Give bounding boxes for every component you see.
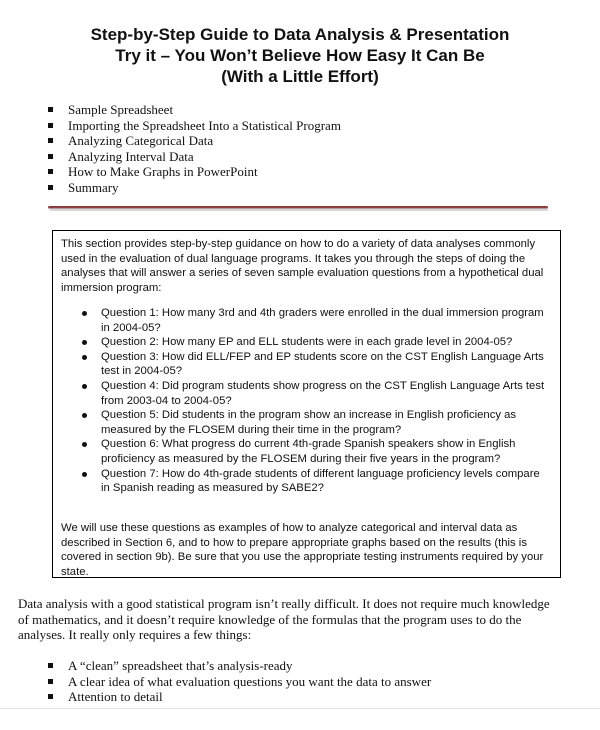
square-bullet-icon: [48, 154, 53, 159]
overview-box: [52, 230, 561, 578]
question-item: Question 7: How do 4th-grade students of different language proficiency levels compare in Spanish reading as measured by SABE2?: [79, 467, 549, 496]
contents-item: Importing the Spreadsheet Into a Statistical Program: [46, 118, 341, 134]
requirement-item: Attention to detail: [46, 689, 431, 705]
round-bullet-icon: [82, 340, 87, 345]
requirements-list: [46, 658, 431, 705]
question-item: Question 3: How did ELL/FEP and EP students score on the CST English Language Arts test in 2004-05?: [79, 350, 549, 379]
round-bullet-icon: [82, 355, 87, 360]
contents-item: How to Make Graphs in PowerPoint: [46, 164, 341, 180]
contents-item: Analyzing Interval Data: [46, 149, 341, 165]
body-paragraph: Data analysis with a good statistical program isn’t really difficult. It does not require much knowledge of mathematics, and it doesn’t require knowledge of the formulas that the program uses to do the analyses. It really only requires a few things:: [18, 596, 550, 643]
square-bullet-icon: [48, 185, 53, 190]
question-item: Question 1: How many 3rd and 4th graders were enrolled in the dual immersion program in 2004-05?: [79, 306, 549, 335]
requirement-item: A “clean” spreadsheet that’s analysis-ready: [46, 658, 431, 674]
contents-item: Analyzing Categorical Data: [46, 133, 341, 149]
square-bullet-icon: [48, 694, 53, 699]
square-bullet-icon: [48, 169, 53, 174]
round-bullet-icon: [82, 413, 87, 418]
square-bullet-icon: [48, 123, 53, 128]
question-item: Question 2: How many EP and ELL students were in each grade level in 2004-05?: [79, 335, 549, 350]
square-bullet-icon: [48, 663, 53, 668]
question-item: Question 4: Did program students show progress on the CST English Language Arts test from 2003-04 to 2004-05?: [79, 379, 549, 408]
questions-list: [79, 306, 549, 496]
square-bullet-icon: [48, 138, 53, 143]
title-line-3: (With a Little Effort): [221, 67, 379, 86]
requirement-item: A clear idea of what evaluation questions you want the data to answer: [46, 674, 431, 690]
round-bullet-icon: [82, 311, 87, 316]
round-bullet-icon: [82, 472, 87, 477]
round-bullet-icon: [82, 384, 87, 389]
question-item: Question 6: What progress do current 4th-grade Spanish speakers show in English proficiency as measured by the FLOSEM during their five years in the program?: [79, 437, 549, 466]
section-divider-shadow: [50, 209, 548, 211]
title-line-1: Step-by-Step Guide to Data Analysis & Presentation: [90, 25, 510, 44]
question-item: Question 5: Did students in the program show an increase in English proficiency as measured by the FLOSEM during their time in the program?: [79, 408, 549, 437]
round-bullet-icon: [82, 442, 87, 447]
contents-item: Sample Spreadsheet: [46, 102, 341, 118]
overview-outro: We will use these questions as examples of how to analyze categorical and interval data as described in Section 6, and to how to prepare appropriate graphs based on the results (this is covered in section 9b). Be sure that you use the appropriate testing instruments required by your state.: [61, 522, 544, 578]
overview-intro: This section provides step-by-step guidance on how to do a variety of data analyses commonly used in the evaluation of dual language programs. It takes you through the steps of doing the analyses that will answer a series of seven sample evaluation questions from a hypothetical dual immersion program:: [61, 238, 544, 294]
document-title: [0, 24, 600, 87]
title-line-2: Try it – You Won’t Believe How Easy It Can Be: [115, 46, 485, 65]
square-bullet-icon: [48, 107, 53, 112]
page-bottom-line: [0, 708, 600, 709]
contents-item: Summary: [46, 180, 341, 196]
square-bullet-icon: [48, 679, 53, 684]
contents-list: [46, 102, 341, 195]
